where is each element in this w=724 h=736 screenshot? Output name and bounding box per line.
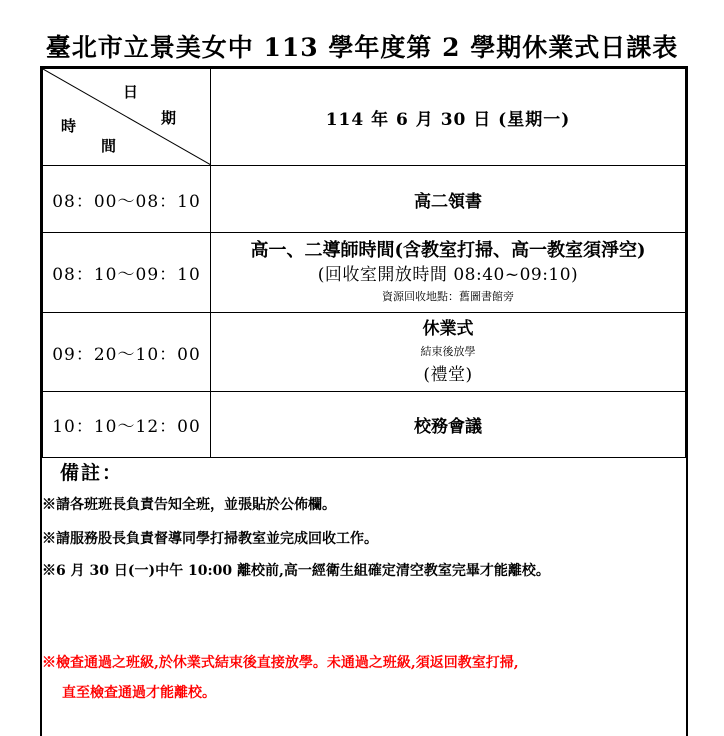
warning-note-line: 直至檢查通過才能離校。 <box>62 685 216 701</box>
activity-cell <box>211 392 686 458</box>
schedule-table <box>42 68 686 458</box>
note-item: ※6 月 30 日(一)中午 10:00 離校前,高一經衛生組確定清空教室完畢才能離校。 <box>42 563 550 579</box>
header-row <box>43 69 686 166</box>
corner-header-cell <box>43 69 211 166</box>
activity-line: 高一、二導師時間(含教室打掃、高一教室須淨空) <box>250 239 646 261</box>
time-cell: 10：10～12：00 <box>43 392 211 458</box>
corner-label-interval: 間 <box>101 137 117 155</box>
corner-label-day: 日 <box>123 83 139 101</box>
notes-title: 備註： <box>60 462 124 484</box>
note-item: ※請服務股長負責督導同學打掃教室並完成回收工作。 <box>42 531 378 547</box>
activity-cell <box>211 313 686 392</box>
activity-cell <box>211 166 686 233</box>
note-item: ※請各班班長負責告知全班，並張貼於公佈欄。 <box>42 497 336 513</box>
activity-line: (回收室開放時間 08:40~09:10) <box>317 264 579 285</box>
date-header-cell: 114 年 6 月 30 日 (星期一) <box>211 69 686 166</box>
corner-label-period: 期 <box>161 109 177 127</box>
activity-line: 校務會議 <box>414 417 482 437</box>
corner-label-time: 時 <box>61 117 77 135</box>
table-row <box>43 392 686 458</box>
activity-line: 高二領書 <box>414 191 482 212</box>
table-row <box>43 233 686 313</box>
activity-cell <box>211 233 686 313</box>
time-cell: 09：20～10：00 <box>43 313 211 392</box>
warning-note-line: ※檢查通過之班級,於休業式結束後直接放學。未通過之班級,須返回教室打掃, <box>42 655 519 671</box>
page-title: 臺北市立景美女中 113 學年度第 2 學期休業式日課表 <box>45 33 679 62</box>
activity-line: (禮堂) <box>423 365 473 385</box>
time-cell: 08：00～08：10 <box>43 166 211 233</box>
activity-line: 休業式 <box>422 319 474 339</box>
activity-line: 資源回收地點：舊圖書館旁 <box>382 289 514 303</box>
time-cell: 08：10～09：10 <box>43 233 211 313</box>
table-row <box>43 166 686 233</box>
activity-line: 結束後放學 <box>420 345 476 358</box>
table-row <box>43 313 686 392</box>
